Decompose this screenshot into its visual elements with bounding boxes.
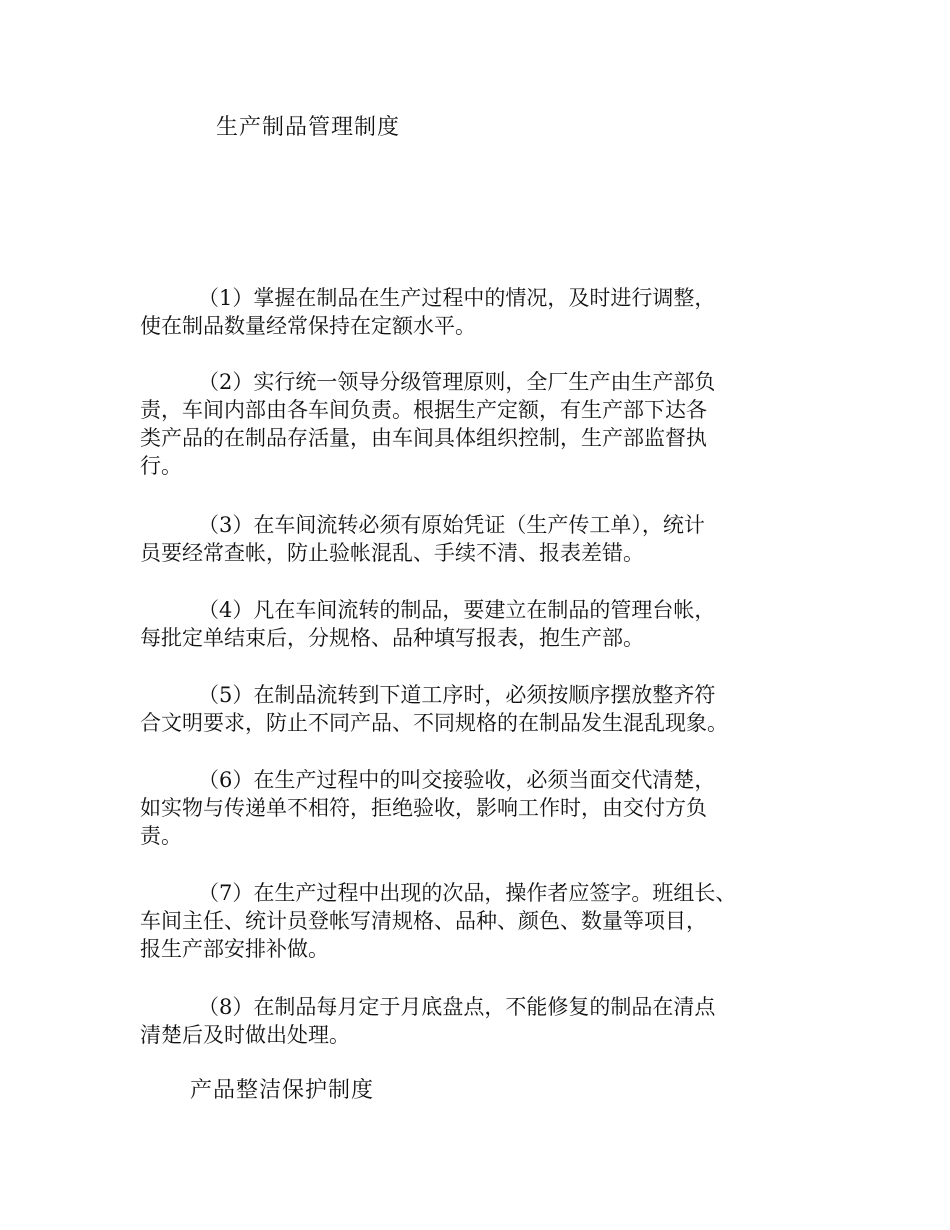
paragraph-2 [140, 368, 830, 480]
paragraph-line: 员要经常查帐，防止验帐混乱、手续不清、报表差错。 [140, 541, 644, 565]
paragraph-line: 如实物与传递单不相符，拒绝验收，影响工作时，由交付方负 [140, 796, 707, 820]
paragraph-line: 每批定单结束后，分规格、品种填写报表，抱生产部。 [140, 626, 644, 650]
paragraph-8 [140, 993, 830, 1049]
paragraph-line: 清楚后及时做出处理。 [140, 1023, 350, 1047]
paragraph-1 [140, 284, 830, 340]
paragraph-line: （6）在生产过程中的叫交接验收，必须当面交代清楚， [198, 768, 716, 792]
paragraph-line: 使在制品数量经常保持在定额水平。 [140, 314, 476, 338]
paragraph-line: 类产品的在制品存活量，由车间具体组织控制，生产部监督执 [140, 426, 707, 450]
paragraph-line: 车间主任、统计员登帐写清规格、品种、颜色、数量等项目， [140, 909, 707, 933]
paragraph-line: （8）在制品每月定于月底盘点，不能修复的制品在清点 [198, 995, 716, 1019]
paragraph-line: 报生产部安排补做。 [140, 937, 329, 961]
section-title: 产品整洁保护制度 [190, 1078, 375, 1103]
page-title: 生产制品管理制度 [216, 115, 401, 140]
paragraph-line: （7）在生产过程中出现的次品，操作者应签字。班组长、 [198, 881, 737, 905]
paragraph-4 [140, 596, 830, 652]
paragraph-line: （4）凡在车间流转的制品，要建立在制品的管理台帐， [198, 598, 716, 622]
paragraph-line: （3）在车间流转必须有原始凭证（生产传工单），统计 [198, 513, 705, 537]
paragraph-line: （2）实行统一领导分级管理原则，全厂生产由生产部负 [198, 370, 716, 394]
paragraph-6 [140, 766, 830, 850]
paragraph-line: 行。 [140, 454, 182, 478]
paragraph-line: 责。 [140, 824, 182, 848]
paragraph-3 [140, 511, 830, 567]
paragraph-line: 合文明要求，防止不同产品、不同规格的在制品发生混乱现象。 [140, 711, 728, 735]
paragraph-line: （5）在制品流转到下道工序时，必须按顺序摆放整齐符 [198, 683, 716, 707]
paragraph-line: （1）掌握在制品在生产过程中的情况，及时进行调整， [198, 286, 716, 310]
paragraph-line: 责，车间内部由各车间负责。根据生产定额，有生产部下达各 [140, 398, 707, 422]
paragraph-5 [140, 681, 830, 737]
paragraph-7 [140, 879, 830, 963]
